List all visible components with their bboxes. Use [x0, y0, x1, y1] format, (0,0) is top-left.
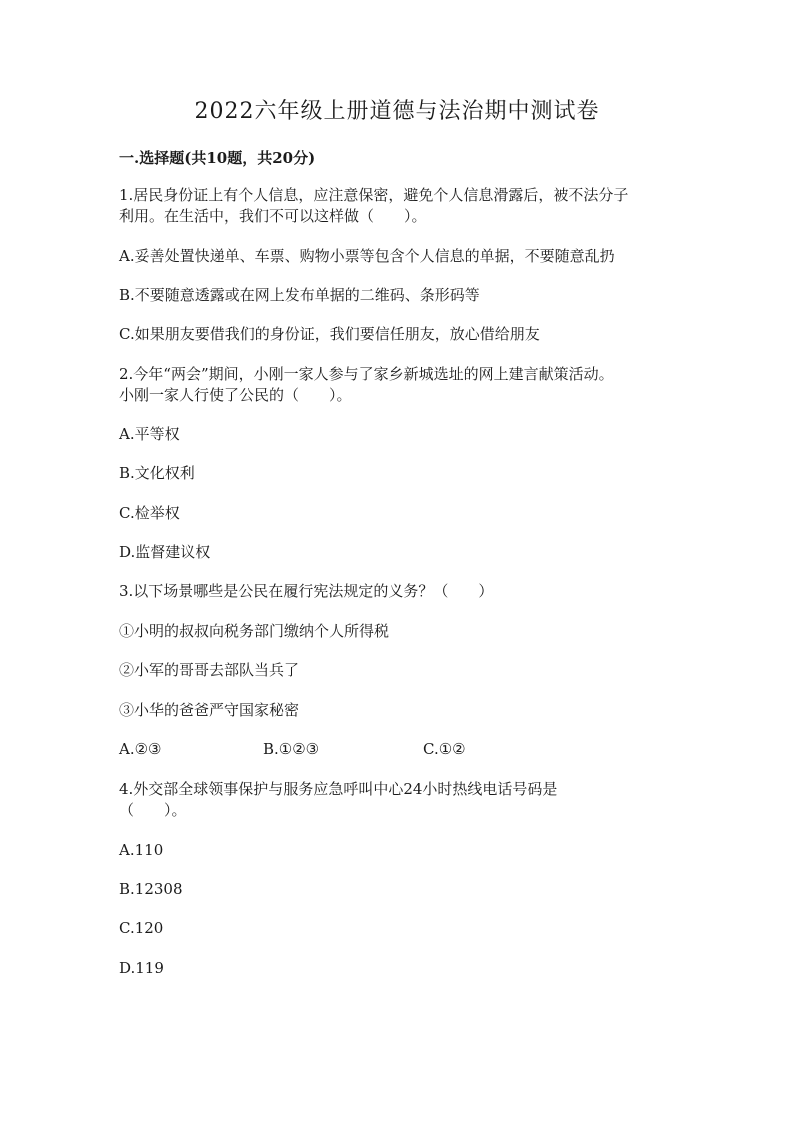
question-4-stem-line-1: 4.外交部全球领事保护与服务应急呼叫中心24小时热线电话号码是 [119, 780, 558, 798]
question-4-option-a: A.110 [119, 841, 164, 859]
question-2-stem-line-2: 小刚一家人行使了公民的（ ）。 [119, 386, 352, 404]
question-3-statement-3: ③小华的爸爸严守国家秘密 [119, 701, 300, 719]
question-3-options-row [119, 738, 539, 760]
question-1-option-c: C.如果朋友要借我们的身份证，我们要信任朋友，放心借给朋友 [119, 325, 540, 343]
question-2-option-b: B.文化权利 [119, 464, 195, 482]
question-3-stem: 3.以下场景哪些是公民在履行宪法规定的义务？（ ） [119, 582, 494, 600]
section-heading: 一.选择题(共10题，共20分) [119, 149, 316, 167]
question-2-option-a: A.平等权 [119, 425, 180, 443]
question-4-option-d: D.119 [119, 959, 164, 977]
question-2-stem-line-1: 2.今年“两会”期间，小刚一家人参与了家乡新城选址的网上建言献策活动。 [119, 365, 614, 383]
question-2-option-d: D.监督建议权 [119, 543, 211, 561]
question-1-stem-line-1: 1.居民身份证上有个人信息，应注意保密，避免个人信息滑露后，被不法分子 [119, 186, 629, 204]
question-1-stem-line-2: 利用。在生活中，我们不可以这样做（ ）。 [119, 207, 427, 225]
question-1-option-b: B.不要随意透露或在网上发布单据的二维码、条形码等 [119, 286, 480, 304]
question-3-option-b: B.①②③ [263, 740, 320, 758]
question-3-option-a: A.②③ [119, 740, 162, 758]
question-3-statement-2: ②小军的哥哥去部队当兵了 [119, 661, 300, 679]
page-title: 2022六年级上册道德与法治期中测试卷 [194, 99, 600, 124]
question-4-option-c: C.120 [119, 919, 164, 937]
question-1-option-a: A.妥善处置快递单、车票、购物小票等包含个人信息的单据，不要随意乱扔 [119, 247, 615, 265]
question-4-option-b: B.12308 [119, 880, 183, 898]
question-3-option-c: C.①② [423, 740, 466, 758]
question-2-option-c: C.检举权 [119, 504, 180, 522]
question-3-statement-1: ①小明的叔叔向税务部门缴纳个人所得税 [119, 622, 390, 640]
question-4-stem-line-2: （ ）。 [119, 801, 187, 819]
